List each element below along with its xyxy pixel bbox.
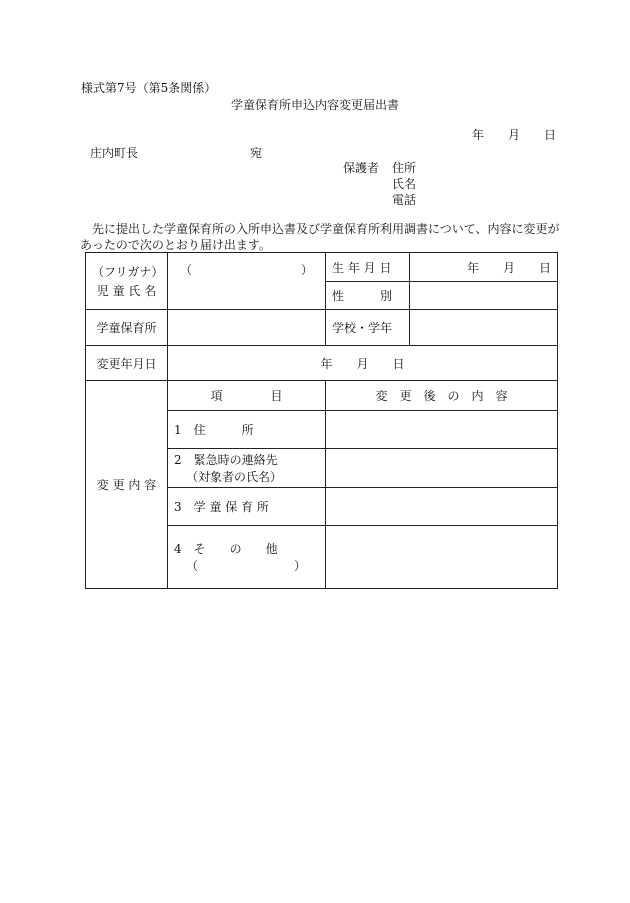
- change-date-value: 年 月 日: [320, 356, 405, 371]
- document-title: 学童保育所申込内容変更届出書: [230, 98, 399, 112]
- gender-label: 性 別: [326, 282, 410, 310]
- item-label: 1 住 所: [174, 423, 254, 437]
- guardian-label: 保護者: [343, 161, 380, 175]
- item-emergency-contact: [168, 449, 326, 488]
- item-label: 2 緊急時の連絡先: [174, 453, 278, 467]
- birthdate-field[interactable]: [410, 253, 558, 282]
- child-name-label: 児 童 氏 名: [96, 284, 157, 298]
- intro-paragraph: 先に提出した学童保育所の入所申込書及び学童保育所利用調書について、内容に変更があったので次のとおり届け出ます。: [80, 222, 560, 252]
- furigana-label: （フリガナ）: [92, 265, 164, 279]
- gender-field[interactable]: [410, 282, 558, 310]
- col-after-header: 変 更 後 の 内 容: [326, 381, 558, 411]
- item-facility: [168, 488, 326, 526]
- birthdate-label: 生 年 月 日: [326, 253, 410, 282]
- guardian-address-label: 住所: [392, 161, 417, 175]
- furigana-paren-open: （: [180, 263, 193, 277]
- item-label: 4 そ の 他: [174, 542, 278, 556]
- item-emergency-contact-field[interactable]: [326, 449, 558, 488]
- change-content-label: 変 更 内 容: [86, 381, 168, 589]
- addressee: 庄内町長: [90, 146, 139, 160]
- child-name-field[interactable]: [168, 253, 326, 310]
- form-number: 様式第7号（第5条関係）: [81, 81, 217, 95]
- item-sublabel: （対象者の氏名）: [186, 470, 283, 484]
- change-date-label: 変更年月日: [86, 346, 168, 381]
- submission-date: 年 月 日: [472, 128, 557, 142]
- facility-field[interactable]: [168, 310, 326, 346]
- addressee-suffix: 宛: [250, 146, 263, 160]
- item-address: [168, 411, 326, 449]
- change-date-field[interactable]: [168, 346, 558, 381]
- school-grade-label: 学校・学年: [326, 310, 410, 346]
- item-facility-field[interactable]: [326, 488, 558, 526]
- school-grade-field[interactable]: [410, 310, 558, 346]
- child-name-header: [86, 253, 168, 310]
- guardian-phone-label: 電話: [392, 193, 417, 207]
- item-label: 3 学 童 保 育 所: [174, 500, 269, 514]
- item-address-field[interactable]: [326, 411, 558, 449]
- item-sublabel: （ ）: [186, 559, 307, 573]
- guardian-name-label: 氏名: [392, 177, 417, 191]
- facility-label: 学童保育所: [86, 310, 168, 346]
- birthdate-value: 年 月 日: [466, 260, 551, 275]
- change-form-table: [85, 252, 558, 589]
- furigana-paren-close: ）: [300, 263, 313, 277]
- item-other-field[interactable]: [326, 526, 558, 589]
- item-other: [168, 526, 326, 589]
- col-item-header: 項 目: [168, 381, 326, 411]
